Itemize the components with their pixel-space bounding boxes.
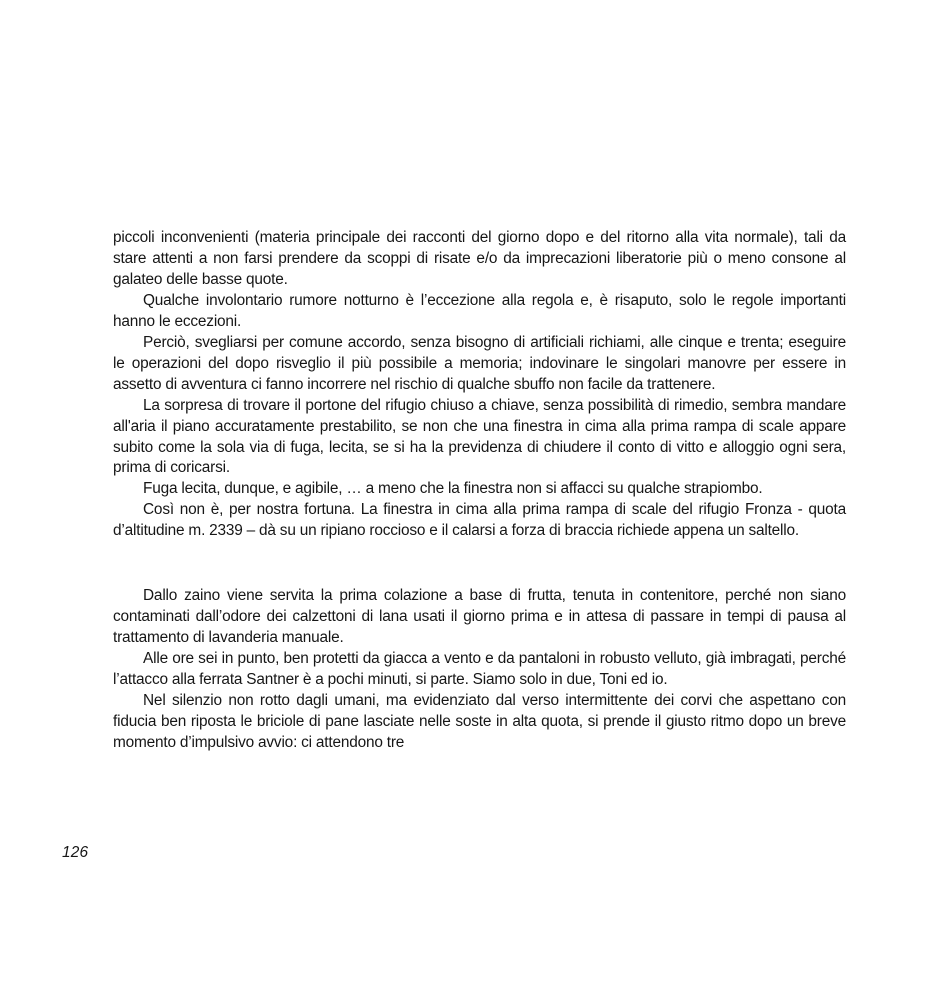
paragraph: Perciò, svegliarsi per comune accordo, senza bisogno di artificiali richiami, alle cinque e trenta; eseguire le operazioni del dopo risveglio il più possibile a memoria; indovinare le singolari manovre per essere in assetto di avventura ci fanno incorrere nel rischio di qualche sbuffo non facile da trattenere.	[113, 333, 846, 393]
paragraph: Così non è, per nostra fortuna. La finestra in cima alla prima rampa di scale del rifugio Fronza - quota d’altitudine m. 2339 – dà su un ripiano roccioso e il calarsi a forza di braccia richiede appena un saltello.	[113, 501, 846, 540]
paragraph: Qualche involontario rumore notturno è l’eccezione alla regola e, è risaputo, solo le regole importanti hanno le eccezioni.	[113, 291, 846, 330]
page-number: 126	[62, 844, 89, 861]
paragraph: piccoli inconvenienti (materia principale dei racconti del giorno dopo e del ritorno alla vita normale), tali da stare attenti a non farsi prendere da scoppi di risate e/o da imprecazioni liberatorie più o meno consone al galateo delle basse quote.	[113, 229, 846, 288]
paragraph: Nel silenzio non rotto dagli umani, ma evidenziato dal verso intermittente dei corvi che aspettano con fiducia ben riposta le briciole di pane lasciate nelle soste in alta quota, si prende il giusto ritmo dopo un breve momento d’impulsivo avvio: ci attendono tre	[113, 692, 846, 751]
paragraph: Alle ore sei in punto, ben protetti da giacca a vento e da pantaloni in robusto velluto, già imbragati, perché l’attacco alla ferrata Santner è a pochi minuti, si parte. Siamo solo in due, Toni ed io.	[113, 650, 846, 689]
paragraph: Dallo zaino viene servita la prima colazione a base di frutta, tenuta in contenitore, perché non siano contaminati dall’odore dei calzettoni di lana usati il giorno prima e in attesa di passare in tempi di pausa al trattamento di lavanderia manuale.	[113, 587, 846, 647]
paragraph: La sorpresa di trovare il portone del rifugio chiuso a chiave, senza possibilità di rimedio, sembra mandare all'aria il piano accuratamente prestabilito, se non che una finestra in cima alla prima rampa di scale appare subito come la sola via di fuga, lecita, se si ha la previdenza di chiudere il conto di vitto e alloggio ogni sera, prima di coricarsi.	[113, 396, 846, 477]
paragraph: Fuga lecita, dunque, e agibile, … a meno che la finestra non si affacci su qualche strapiombo.	[143, 480, 763, 498]
section-break	[113, 542, 846, 586]
body-text-column	[113, 228, 846, 754]
